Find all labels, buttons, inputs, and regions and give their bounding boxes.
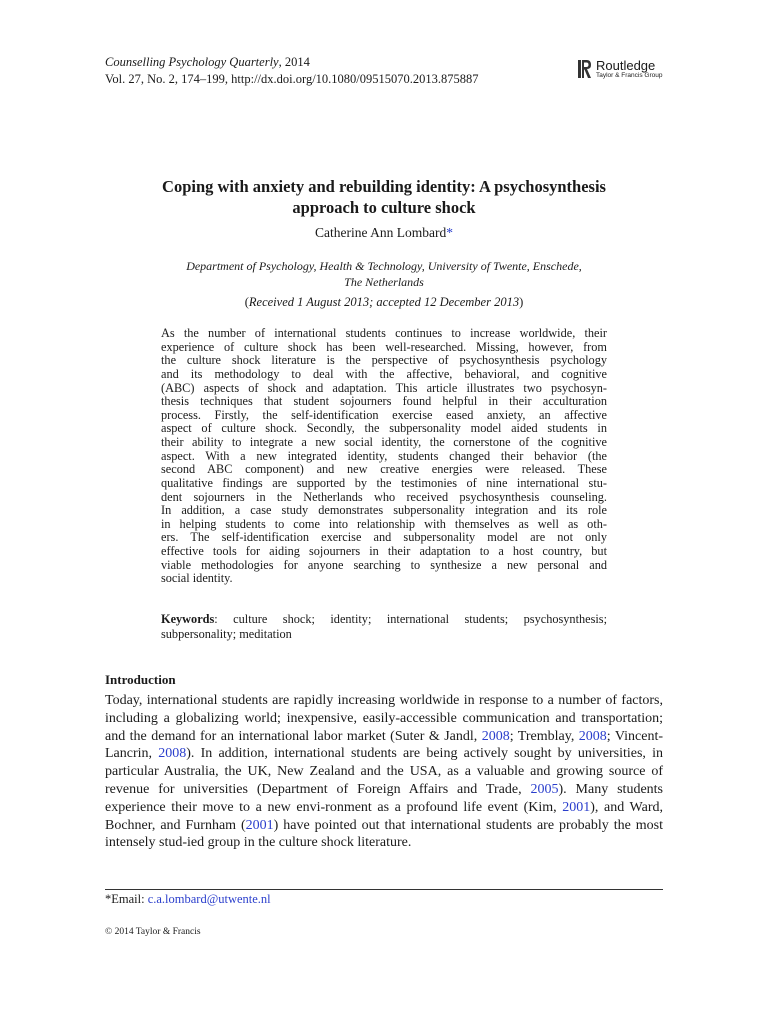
citation-year-link[interactable]: 2008 xyxy=(481,728,510,744)
received-dates: (Received 1 August 2013; accepted 12 December 2013) xyxy=(244,295,524,309)
abstract-line: qualitative findings are supported by the testimonies of nine international stu- xyxy=(161,475,607,490)
footnote-divider xyxy=(105,889,663,890)
intro-text: ), and Ward, Bochner, and Furnham ( xyxy=(105,799,664,833)
abstract-line: in helping students to come into relationship with themselves as well as oth- xyxy=(161,516,607,531)
volume-doi-line[interactable]: Vol. 27, No. 2, 174–199, http://dx.doi.org/10.1080/09515070.2013.875887 xyxy=(105,72,479,86)
author-footnote-mark[interactable]: * xyxy=(446,225,453,240)
abstract-line: aspect. With a new integrated identity, students changed their behavior (the xyxy=(161,448,607,463)
affiliation xyxy=(110,258,658,290)
intro-text: ) have pointed out that international students are probably the most intensely stud-ied group in the culture shock literature. xyxy=(105,817,664,851)
citation-year-link[interactable]: 2005 xyxy=(530,781,559,797)
abstract xyxy=(161,327,607,586)
received-text: Received 1 August 2013; accepted 12 December 2013 xyxy=(248,295,520,309)
abstract-line: process. Firstly, the self-identification exercise eased anxiety, an affective xyxy=(161,407,607,422)
article-title xyxy=(110,176,658,218)
abstract-line: dent sojourners in the Netherlands who received psychosynthesis counseling. xyxy=(161,489,607,504)
keywords-line-1: : culture shock; identity; international students; psychosynthesis; xyxy=(214,612,607,626)
abstract-line: As the number of international students continues to increase worldwide, their xyxy=(161,326,607,340)
email-label: *Email: xyxy=(105,892,148,906)
intro-text: Today, international students are rapidly increasing worldwide in response to a number of factors, including a globalizing world; inexpensive, easily-accessible communication and transportation; and the demand for an international labor market (Suter & Jandl, xyxy=(105,693,663,744)
journal-year: , 2014 xyxy=(278,55,310,69)
author-line xyxy=(110,225,658,241)
journal-name: Counselling Psychology Quarterly xyxy=(105,55,279,69)
affiliation-line-1: Department of Psychology, Health & Technology, University of Twente, Enschede, xyxy=(186,259,582,273)
citation-year-link[interactable]: 2008 xyxy=(578,728,607,744)
intro-text: ). Many students experience their move to a new envi-ronment as a profound life event (Kim, xyxy=(105,781,663,815)
intro-text: ; Tremblay, xyxy=(509,728,579,744)
abstract-line: and its methodology to deal with the affective, behavioral, and cognitive xyxy=(161,366,607,381)
author-name: Catherine Ann Lombard xyxy=(315,225,447,240)
citation-year-link[interactable]: 2001 xyxy=(245,817,274,833)
abstract-line: aspect of culture shock. Secondly, the subpersonality model aided students in xyxy=(161,421,607,436)
abstract-line: the culture shock literature is the perspective of psychosynthesis psychology xyxy=(161,353,607,368)
abstract-line: (ABC) aspects of shock and adaptation. This article illustrates two psychosyn- xyxy=(161,380,607,395)
abstract-line: effective tools for aiding sojourners in their adaptation to a host country, but xyxy=(161,544,607,558)
intro-text: ; Vincent-Lancrin, xyxy=(105,728,663,762)
abstract-line: ers. The self-identification exercise and subpersonality model are not only xyxy=(161,530,607,545)
journal-header xyxy=(105,54,479,88)
copyright-notice: © 2014 Taylor & Francis xyxy=(105,927,201,937)
publisher-subtitle: Taylor & Francis Group xyxy=(596,71,663,79)
abstract-line: social identity. xyxy=(161,571,233,586)
keywords xyxy=(161,612,607,641)
keywords-line-2: subpersonality; meditation xyxy=(161,626,292,641)
intro-text: ). In addition, international students are being actively sought by universities, in particular Australia, the UK, New Zealand and the USA, as a valuable and growing source of revenue for universities (Department of Foreign Affairs and Trade, xyxy=(105,746,664,797)
title-line-1: Coping with anxiety and rebuilding identity: A psychosynthesis xyxy=(162,177,606,196)
abstract-line: thesis techniques that student sojourners found helpful in their acculturation xyxy=(161,394,607,409)
abstract-line: experience of culture shock has been well-researched. Missing, however, from xyxy=(161,339,607,354)
email-footnote xyxy=(105,892,271,907)
keywords-label: Keywords xyxy=(161,612,215,626)
abstract-line: In addition, a case study demonstrates subpersonality integration and its role xyxy=(161,503,607,518)
title-line-2: approach to culture shock xyxy=(292,198,476,217)
abstract-line: their ability to integrate a new social identity, the cornerstone of the cognitive xyxy=(161,435,607,449)
affiliation-line-2: The Netherlands xyxy=(344,275,424,289)
citation-year-link[interactable]: 2008 xyxy=(158,746,187,762)
citation-year-link[interactable]: 2001 xyxy=(562,799,591,815)
section-heading-introduction: Introduction xyxy=(105,672,176,687)
publisher-block xyxy=(578,58,662,80)
introduction-paragraph xyxy=(105,692,663,852)
abstract-line: second ABC component) and new creative energies were released. These xyxy=(161,462,607,477)
publisher-name: Routledge xyxy=(596,57,656,73)
email-link[interactable]: c.a.lombard@utwente.nl xyxy=(147,892,271,906)
abstract-line: viable methodologies for anyone searching to synthesize a new personal and xyxy=(161,557,607,572)
routledge-logo-icon xyxy=(578,58,592,80)
